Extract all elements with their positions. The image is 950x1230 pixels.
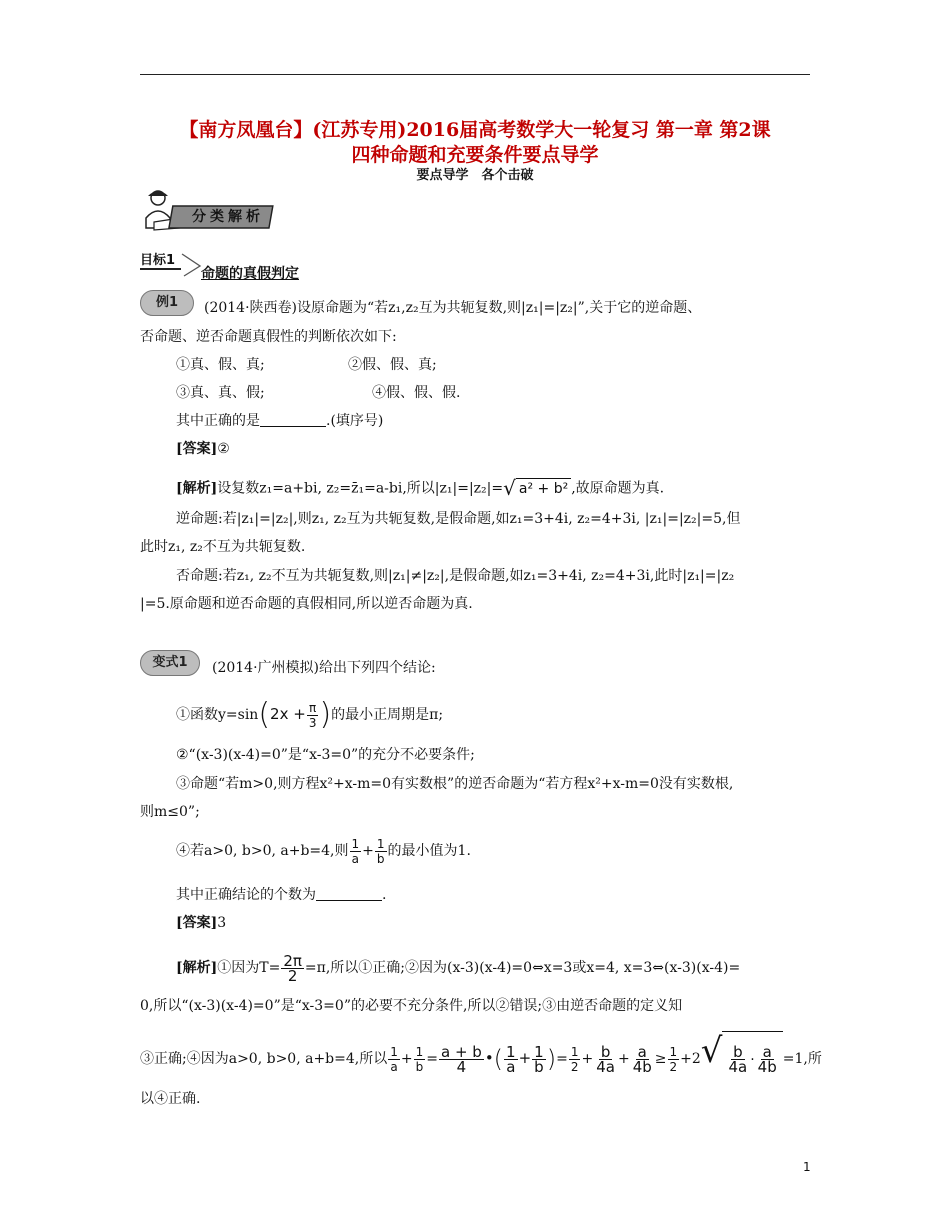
- question-text: 其中正确的是: [176, 413, 260, 429]
- fraction: [594, 1042, 617, 1076]
- analysis-text: 设复数z₁=a+bi, z₂=: [217, 480, 352, 497]
- analysis-label: [解析]: [176, 480, 218, 497]
- analysis-text: ,故原命题为真.: [571, 480, 665, 497]
- right-paren: ): [319, 697, 332, 732]
- doc-title-line1: 【南方凤凰台】(江苏专用)2016届高考数学大一轮复习 第一章 第2课: [179, 119, 771, 141]
- analysis-label: [解析]: [176, 960, 218, 976]
- target-text: 命题的真假判定: [201, 266, 299, 282]
- numerator: 1: [669, 1044, 678, 1059]
- target-label: 目标1: [140, 249, 181, 270]
- denominator: a: [506, 1057, 516, 1076]
- variant1-answer: [176, 913, 226, 933]
- doc-title-line2: 四种命题和充要条件要点导学: [351, 144, 599, 166]
- example1-option2: ②假、假、真;: [348, 357, 437, 373]
- equals-sign: =: [426, 1051, 438, 1067]
- denominator: 3: [308, 715, 317, 730]
- example1-analysis-line4: 否命题:若z₁, z₂不互为共轭复数,则|z₁|≠|z₂|,是假命题,如z₁=3+4i, z₂=4+3i,此时|z₁|=|z₂: [176, 568, 735, 584]
- dot-operator: •: [484, 1049, 494, 1067]
- plus-sign: +: [617, 1051, 630, 1067]
- numerator: a: [762, 1043, 772, 1061]
- analysis-text: ③正确;④因为a>0, b>0, a+b=4,所以: [140, 1051, 388, 1067]
- denominator: 4a: [728, 1058, 748, 1076]
- numerator: b: [600, 1042, 611, 1061]
- example1-question: [176, 411, 383, 431]
- example1-answer: [176, 439, 230, 459]
- variant1-intro: (2014·广州模拟)给出下列四个结论:: [212, 660, 436, 676]
- example1-option3: ③真、真、假;: [176, 385, 265, 401]
- example1-analysis-line2: 逆命题:若|z₁|=|z₂|,则z₁, z₂互为共轭复数,是假命题,如z₁=3+4i, z₂=4+3i, |z₁|=|z₂|=5,但: [176, 511, 741, 527]
- denominator: 4: [456, 1057, 467, 1076]
- example-badge: 例1: [140, 290, 194, 316]
- geq-sign: ≥: [654, 1051, 667, 1067]
- fraction: [350, 837, 362, 866]
- numerator: π: [309, 700, 317, 715]
- equals-sign: =: [556, 1051, 568, 1067]
- denominator: 2: [287, 966, 298, 985]
- right-paren: ): [546, 1045, 557, 1073]
- page-number: 1: [803, 1160, 811, 1174]
- example1-analysis-line5: |=5.原命题和逆否命题的真假相同,所以逆否命题为真.: [140, 596, 473, 612]
- left-paren: (: [258, 697, 271, 732]
- variant1-conclusion3b: 则m≤0”;: [140, 804, 200, 820]
- fraction: [439, 1042, 484, 1076]
- numerator: a + b: [440, 1042, 482, 1061]
- answer-label: [答案]: [176, 441, 218, 457]
- denominator: b: [534, 1057, 544, 1076]
- fraction: [532, 1042, 546, 1076]
- example1-option4: ④假、假、假.: [372, 385, 461, 401]
- fraction: [756, 1045, 779, 1074]
- fraction: [375, 837, 387, 866]
- fraction: [726, 1045, 749, 1074]
- sqrt-expression: [701, 1031, 783, 1088]
- denominator: a: [390, 1059, 398, 1074]
- variant1-conclusion1: [176, 692, 443, 737]
- sqrt-radicand: a² + b²: [516, 478, 571, 499]
- fraction: [281, 951, 304, 985]
- variant1-conclusion2: ②“(x-3)(x-4)=0”是“x-3=0”的充分不必要条件;: [176, 747, 475, 763]
- header-rule: [140, 74, 810, 75]
- conjugate-z1: z̄₁: [351, 480, 365, 497]
- denominator: 4b: [757, 1058, 777, 1076]
- plus-sign: +: [400, 1051, 413, 1067]
- answer-label: [答案]: [176, 915, 218, 931]
- example1-line1: (2014·陕西卷)设原命题为“若z₁,z₂互为共轭复数,则|z₁|=|z₂|”,关于它的逆命题、: [204, 300, 702, 316]
- numerator: 1: [351, 836, 360, 851]
- analysis-text: ①因为T=: [217, 960, 281, 976]
- denominator: 4a: [596, 1057, 615, 1076]
- question-text: 其中正确结论的个数为: [176, 887, 316, 903]
- analysis-text: =a-bi,所以|z₁|=|z₂|=: [364, 480, 504, 497]
- numerator: 1: [534, 1042, 544, 1061]
- doc-subtitle: 要点导学 各个击破: [416, 168, 534, 183]
- fraction: [631, 1042, 654, 1076]
- question-suffix: .(填序号): [326, 413, 384, 429]
- sqrt-icon: √: [503, 476, 516, 500]
- analysis-text: =1,所: [782, 1051, 822, 1067]
- answer-value: ②: [217, 441, 230, 457]
- denominator: b: [415, 1059, 424, 1074]
- section-badge: [140, 188, 280, 240]
- plus-sign: +: [581, 1051, 594, 1067]
- plus-two: +2: [680, 1051, 701, 1067]
- question-suffix: .: [382, 887, 387, 903]
- numerator: 1: [415, 1044, 424, 1059]
- denominator: b: [376, 851, 385, 866]
- denominator: 2: [669, 1059, 678, 1074]
- variant1-analysis-line3: [140, 1030, 822, 1088]
- variant1-analysis-line1: [176, 946, 740, 990]
- plus-sign: +: [518, 1049, 532, 1067]
- answer-blank: [316, 887, 382, 901]
- variant1-conclusion4: [176, 836, 471, 866]
- denominator: 4b: [632, 1057, 652, 1076]
- denominator: 2: [570, 1059, 579, 1074]
- numerator: 1: [376, 836, 385, 851]
- plus-sign: +: [362, 843, 374, 859]
- fraction: [307, 701, 319, 730]
- numerator: 2π: [283, 951, 302, 970]
- conclusion-text: ④若a>0, b>0, a+b=4,则: [176, 843, 349, 859]
- variant1-question: [176, 885, 386, 905]
- fraction: [414, 1045, 426, 1074]
- sqrt-icon: √: [700, 1030, 723, 1071]
- sqrt-expression: [503, 478, 571, 499]
- example1-line2: 否命题、逆否命题真假性的判断依次如下:: [140, 329, 397, 345]
- fraction: [569, 1045, 581, 1074]
- numerator: 1: [390, 1044, 398, 1059]
- conclusion-text: 的最小值为1.: [387, 843, 471, 859]
- conclusion-text: 的最小正周期是π;: [331, 707, 444, 723]
- sqrt-radicand: [722, 1031, 782, 1088]
- math-expression: 2x +: [270, 705, 306, 723]
- variant-badge: 变式1: [140, 650, 200, 676]
- analysis-text: =π,所以①正确;②因为(x-3)(x-4)=0⇔x=3或x=4, x=3⇔(x-3)(x-4)=: [304, 960, 741, 976]
- numerator: 1: [506, 1042, 516, 1061]
- variant1-conclusion3a: ③命题“若m>0,则方程x²+x-m=0有实数根”的逆否命题为“若方程x²+x-m=0没有实数根,: [176, 776, 734, 792]
- denominator: a: [351, 851, 360, 866]
- section-badge-text: 分类解析: [192, 209, 264, 225]
- example1-analysis-line1: [176, 478, 664, 499]
- example1-option1: ①真、假、真;: [176, 357, 265, 373]
- numerator: 1: [570, 1044, 579, 1059]
- fraction: [388, 1045, 400, 1074]
- dot-operator: ·: [750, 1051, 755, 1068]
- answer-value: 3: [217, 915, 227, 931]
- fraction: [668, 1045, 680, 1074]
- numerator: b: [733, 1043, 743, 1061]
- example1-analysis-line3: 此时z₁, z₂不互为共轭复数.: [140, 539, 306, 555]
- answer-blank: [260, 413, 326, 427]
- variant1-analysis-line4: 以④正确.: [140, 1091, 201, 1107]
- conclusion-text: ①函数y=sin: [176, 707, 259, 723]
- left-paren: (: [493, 1045, 504, 1073]
- fraction: [504, 1042, 518, 1076]
- variant1-analysis-line2: 0,所以“(x-3)(x-4)=0”是“x-3=0”的必要不充分条件,所以②错误;③由逆否命题的定义知: [140, 998, 683, 1014]
- numerator: a: [637, 1042, 647, 1061]
